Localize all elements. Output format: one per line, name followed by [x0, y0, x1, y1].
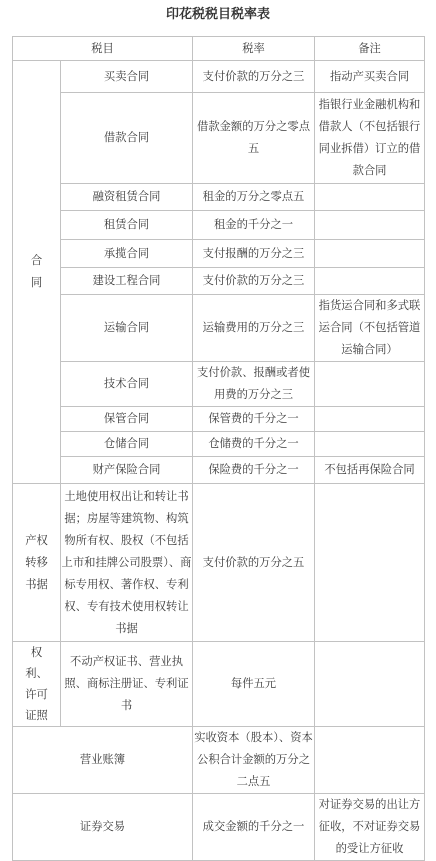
- rate-cell: 保险费的千分之一: [193, 457, 315, 484]
- item-cell: 运输合同: [61, 295, 193, 362]
- table-row: [13, 642, 425, 727]
- item-cell: 土地使用权出让和转让书据；房屋等建筑物、构筑物所有权、股权（不包括上市和挂牌公司股票）、商标专用权、著作权、专利权、专有技术使用权转让书据: [61, 484, 193, 642]
- table-row: [13, 61, 425, 93]
- item-cell: 营业账簿: [13, 727, 193, 794]
- rate-cell: 支付价款的万分之三: [193, 61, 315, 93]
- table-row: [13, 362, 425, 407]
- item-cell: 承揽合同: [61, 240, 193, 268]
- rate-cell: 支付价款、报酬或者使用费的万分之三: [193, 362, 315, 407]
- rate-cell: 保管费的千分之一: [193, 407, 315, 432]
- item-cell: 保管合同: [61, 407, 193, 432]
- remark-cell: 对证券交易的出让方征收，不对证券交易的受让方征收: [315, 794, 425, 861]
- table-row: [13, 240, 425, 268]
- table-row: [13, 457, 425, 484]
- remark-cell: 指货运合同和多式联运合同（不包括管道运输合同）: [315, 295, 425, 362]
- remark-cell: [315, 184, 425, 211]
- item-cell: 建设工程合同: [61, 268, 193, 295]
- item-cell: 证券交易: [13, 794, 193, 861]
- rate-cell: 成交金额的千分之一: [193, 794, 315, 861]
- table-row: [13, 211, 425, 240]
- table-row: [13, 794, 425, 861]
- category-cell-contract: [13, 61, 61, 484]
- remark-cell: [315, 642, 425, 727]
- item-cell: 租赁合同: [61, 211, 193, 240]
- remark-cell: [315, 211, 425, 240]
- page-title: 印花税税目税率表: [165, 7, 270, 22]
- rate-cell: 租金的万分之零点五: [193, 184, 315, 211]
- table-row: [13, 295, 425, 362]
- category-label: 产权转移书据: [25, 533, 48, 591]
- remark-cell: 不包括再保险合同: [315, 457, 425, 484]
- rate-cell: 运输费用的万分之三: [193, 295, 315, 362]
- item-cell: 财产保险合同: [61, 457, 193, 484]
- item-cell: 技术合同: [61, 362, 193, 407]
- table-row: [13, 407, 425, 432]
- category-cell-license: [13, 642, 61, 727]
- table-row: [13, 184, 425, 211]
- remark-cell: [315, 268, 425, 295]
- header-item: 税目: [13, 37, 193, 61]
- rate-cell: 实收资本（股本）、资本公积合计金额的万分之二点五: [193, 727, 315, 794]
- table-row: [13, 432, 425, 457]
- table-row: [13, 484, 425, 642]
- category-cell-transfer: [13, 484, 61, 642]
- remark-cell: [315, 240, 425, 268]
- remark-cell: [315, 362, 425, 407]
- remark-cell: [315, 432, 425, 457]
- category-label: 合同: [30, 254, 43, 289]
- item-cell: 融资租赁合同: [61, 184, 193, 211]
- rate-cell: 仓储费的千分之一: [193, 432, 315, 457]
- remark-cell: [315, 727, 425, 794]
- remark-cell: [315, 407, 425, 432]
- rate-cell: 支付价款的万分之三: [193, 268, 315, 295]
- item-cell: 借款合同: [61, 93, 193, 184]
- item-cell: 不动产权证书、营业执照、商标注册证、专利证书: [61, 642, 193, 727]
- rate-cell: 借款金额的万分之零点五: [193, 93, 315, 184]
- rate-cell: 每件五元: [193, 642, 315, 727]
- rate-cell: 支付价款的万分之五: [193, 484, 315, 642]
- table-header-row: [13, 37, 425, 61]
- rate-cell: 租金的千分之一: [193, 211, 315, 240]
- item-cell: 买卖合同: [61, 61, 193, 93]
- category-label: 权利、许可证照: [25, 646, 48, 722]
- remark-cell: [315, 484, 425, 642]
- remark-cell: 指银行业金融机构和借款人（不包括银行同业拆借）订立的借款合同: [315, 93, 425, 184]
- table-row: [13, 93, 425, 184]
- table-row: [13, 727, 425, 794]
- table-row: [13, 268, 425, 295]
- header-remark: 备注: [315, 37, 425, 61]
- item-cell: 仓储合同: [61, 432, 193, 457]
- header-rate: 税率: [193, 37, 315, 61]
- remark-cell: 指动产买卖合同: [315, 61, 425, 93]
- rate-cell: 支付报酬的万分之三: [193, 240, 315, 268]
- tax-rate-table: [12, 36, 425, 861]
